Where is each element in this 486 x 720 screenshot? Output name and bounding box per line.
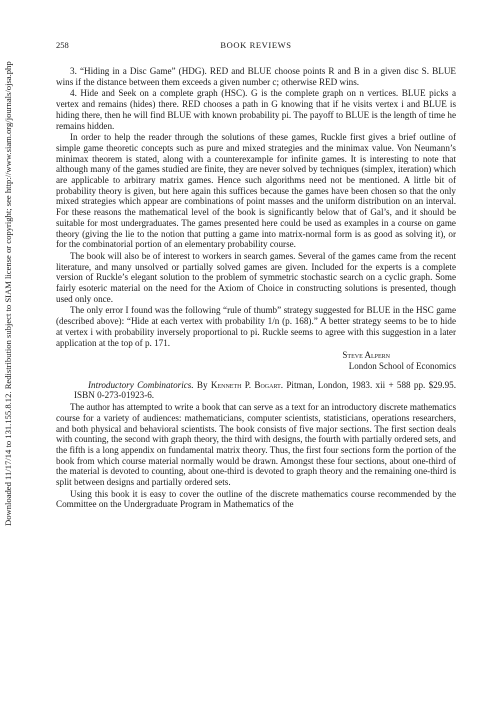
review-body xyxy=(56,66,456,511)
paragraph-search-games: The book will also be of interest to workers in search games. Several of the games came from the recent literature, and many unsolved or partially solved games are given. Included for the experts is a complete version of Ruckle’s elegant solution to the problem of symmetric stochastic search on a cyclic graph. Some fairly esoteric material on the need for the Axiom of Choice in constructing solutions is presented, though used only once. xyxy=(56,250,456,304)
reviewer-affiliation: London School of Economics xyxy=(348,360,456,371)
page-header xyxy=(56,40,456,54)
reviewer-name: Steve Alpern xyxy=(342,350,390,361)
running-title: BOOK REVIEWS xyxy=(220,40,292,50)
page-number: 258 xyxy=(56,40,69,50)
paragraph-curriculum: Using this book it is easy to cover the outline of the discrete mathematics course recommended by the Committee on the Undergraduate Program in Mathematics of the xyxy=(56,488,456,510)
paragraph-hdg: 3. “Hiding in a Disc Game” (HDG). RED and BLUE choose points R and B in a given disc S. BLUE wins if the distance between them exceeds a given number c; otherwise RED wins. xyxy=(56,66,456,87)
book-citation xyxy=(56,380,456,401)
reviewer-signature xyxy=(56,350,456,371)
paragraph-intro-combinatorics: The author has attempted to write a book that can serve as a text for an introductory discrete mathematics course for a variety of audiences: mathematicians, computer scientists, statisticians, operations researchers, and both physical and behavioral scientists. The book consists of five major sections. The first section deals with counting, the second with graph theory, the third with designs, the fourth with partially ordered sets, and the fifth is a long appendix on fundamental matrix theory. Thus, the first four sections form the portion of the book from which course material normally would be drawn. Amongst these four sections, about one-third of the material is devoted to counting, about one-third is devoted to graph theory and the remaining one-third is split between designs and partially ordered sets. xyxy=(56,402,456,488)
book-author: Kenneth P. Bogart. xyxy=(210,379,284,390)
paragraph-error: The only error I found was the following “rule of thumb” strategy suggested for BLUE in the HSC game (described above): “Hide at each vertex with probability 1/n (p. 168).” A better strategy seems to be to hide at vertex i with probability inversely proportional to pi. Ruckle seems to agree with this suggestion in a later application at the top of p. 171. xyxy=(56,305,456,348)
paragraph-overview: In order to help the reader through the solutions of these games, Ruckle first gives a brief outline of simple game theoretic concepts such as pure and mixed strategies and the minimax value. Von Neumann’s minimax theorem is stated, along with a counterexample for infinite games. It is interesting to note that although many of the games studied are finite, they are never solved by techniques (simplex, iteration) which are applicable to arbitrary matrix games. Hence such algorithms need not be mentioned. A little bit of probability theory is given, but here again this suffices because the games have been chosen so that the only mixed strategies which appear are combinations of point masses and the uniform distribution on an interval. For these reasons the mathematical level of the book is significantly below that of Gal’s, and it should be suitable for most undergraduates. The games presented here could be used as examples in a course on game theory (giving the lie to the notion that putting a game into matrix-normal form is as good as solving it), or for the combinatorial portion of an elementary probability course. xyxy=(56,132,456,250)
book-title: Introductory Combinatorics. xyxy=(88,379,194,390)
paragraph-hsc: 4. Hide and Seek on a complete graph (HSC). G is the complete graph on n vertices. BLUE picks a vertex and remains (hides) there. RED chooses a path in G knowing that if he visits vertex i and BLUE is hiding there, then he will find BLUE with known probability pi. The payoff to BLUE is the length of time he remains hidden. xyxy=(56,88,456,131)
download-notice: Downloaded 11/17/14 to 131.155.8.12. Redistribution subject to SIAM license or copyright; see http://www.siam.org/journals/ojsa.php xyxy=(3,61,13,526)
citation-details: Pitman, London, 1983. xii + 588 pp. $29.95. ISBN 0-273-01923-6. xyxy=(74,379,456,401)
citation-by: By xyxy=(196,379,208,390)
